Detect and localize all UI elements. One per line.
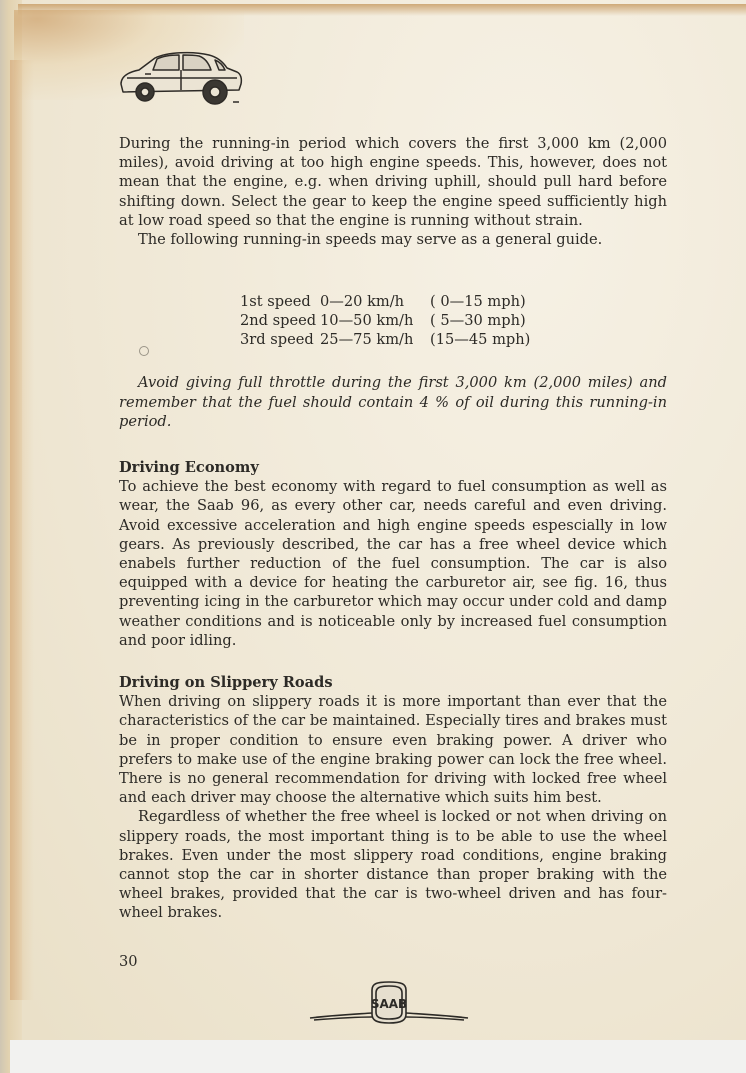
driving-economy-section bbox=[119, 458, 667, 650]
kmh-range: 0—20 km/h bbox=[320, 293, 405, 310]
badge-text: SAAB bbox=[370, 997, 408, 1011]
slippery-roads-body-1: When driving on slippery roads it is more important than ever that the characteristics of the car be maintained. Especially tires and brakes must be in proper condition to ensure even braking power. A driver who prefers to make use of the engine braking power can lock the free wheel. There is no general recommendation for driving with locked free wheel and each driver may choose the alternative which suits him best. bbox=[119, 693, 667, 807]
gear-label: 1st speed bbox=[240, 293, 311, 310]
saab-logo-icon bbox=[306, 980, 472, 1026]
slippery-roads-body-2: Regardless of whether the free wheel is locked or not when driving on slippery roads, the most important thing is to be able to use the wheel brakes. Even under the most slippery road conditions, engine braking cannot stop the car in shorter distance than proper braking with the wheel brakes, provided that the car is two-wheel driven and has four-wheel brakes. bbox=[119, 808, 667, 922]
speed-row bbox=[240, 311, 560, 330]
paper-speck bbox=[139, 346, 149, 356]
driving-economy-heading: Driving Economy bbox=[119, 459, 259, 476]
mph-range: (15—45 mph) bbox=[430, 331, 531, 349]
scan-margin-bottom bbox=[10, 1040, 746, 1073]
mph-range: ( 0—15 mph) bbox=[430, 293, 526, 310]
kmh-range: 25—75 km/h bbox=[320, 331, 414, 349]
gear-label: 3rd speed bbox=[240, 331, 314, 349]
intro-section bbox=[119, 134, 667, 249]
speed-row bbox=[240, 330, 560, 349]
speed-row bbox=[240, 292, 560, 311]
slippery-roads-heading: Driving on Slippery Roads bbox=[119, 674, 333, 691]
throttle-note bbox=[119, 373, 667, 432]
saab-car-illustration-icon bbox=[115, 46, 245, 112]
mph-range: ( 5—30 mph) bbox=[430, 312, 526, 330]
slippery-roads-section bbox=[119, 673, 667, 923]
water-stain-left bbox=[10, 60, 34, 1000]
gear-label: 2nd speed bbox=[240, 312, 317, 330]
intro-paragraph-2: The following running-in speeds may serve as a general guide. bbox=[138, 231, 603, 249]
kmh-range: 10—50 km/h bbox=[320, 312, 414, 330]
running-in-speeds-table bbox=[240, 292, 560, 350]
intro-paragraph-1: During the running-in period which covers the first 3,000 km (2,000 miles), avoid driving at too high engine speeds. This, however, does not mean that the engine, e.g. when driving uphill, should pull hard before shifting down. Select the gear to keep the engine speed sufficiently high at low road speed so that the engine is running without strain. bbox=[119, 135, 667, 229]
page-number: 30 bbox=[119, 953, 138, 970]
driving-economy-body: To achieve the best economy with regard to fuel consumption as well as wear, the Saab 96, as every other car, needs careful and even driving. Avoid excessive acceleration and high engine speeds espescially in low gears. As previously described, the car has a free wheel device which enabels further reduction of the fuel consumption. The car is also equipped with a device for heating the carburetor air, see fig. 16, thus preventing icing in the carburetor which may occur under cold and damp weather conditions and is noticeable only by increased fuel consumption and poor idling. bbox=[119, 478, 667, 649]
throttle-note-text: Avoid giving full throttle during the first 3,000 km (2,000 miles) and remember that the fuel should contain 4 % of oil during this running-in period. bbox=[119, 374, 667, 430]
